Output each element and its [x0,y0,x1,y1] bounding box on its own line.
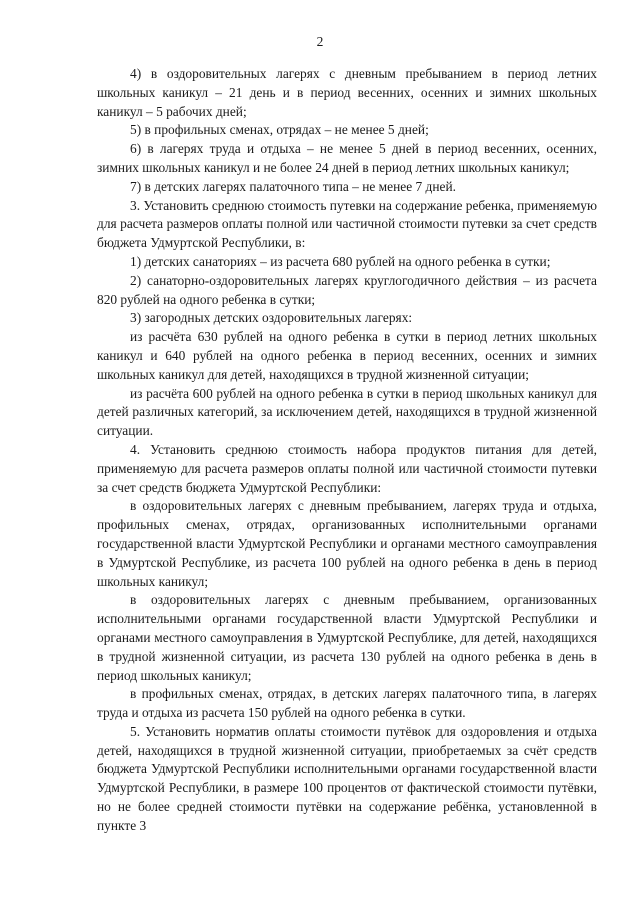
paragraph: 7) в детских лагерях палаточного типа – не менее 7 дней. [130,178,456,194]
paragraph: 1) детских санаториях – из расчета 680 рублей на одного ребенка в сутки; [130,253,551,269]
paragraph: 5. Установить норматив оплаты стоимости путёвок для оздоровления и отдыха детей, находящихся в трудной жизненной ситуации, приобретаемых за счёт средств бюджета Удмуртской Республики исполнительными органами государственной власти Удмуртской Республики, в размере 100 процентов от фактической стоимости путёвки, но не более средней стоимости путёвки на содержание ребёнка, установленной в пункте 3 [97,723,597,833]
paragraph: 6) в лагерях труда и отдыха – не менее 5 дней в период весенних, осенних, зимних школьных каникул и не более 24 дней в период летних школьных каникул; [97,141,597,175]
paragraph: 2) санаторно-оздоровительных лагерях круглогодичного действия – из расчета 820 рублей на одного ребенка в сутки; [97,272,597,307]
paragraph: 3) загородных детских оздоровительных лагерях: [130,310,413,326]
document-body [97,65,597,836]
paragraph: в оздоровительных лагерях с дневным пребыванием, организованных исполнительными органами государственной власти Удмуртской Республики и органами местного самоуправления в Удмуртской Республике, для детей, находящихся в трудной жизненной ситуации, из расчета 130 рублей на одного ребенка в день в период школьных каникул; [97,592,597,683]
paragraph: в профильных сменах, отрядах, в детских лагерях палаточного типа, в лагерях труда и отдыха из расчета 150 рублей на одного ребенка в сутки. [97,686,597,721]
paragraph: в оздоровительных лагерях с дневным пребыванием, лагерях труда и отдыха, профильных сменах, отрядах, организованных исполнительными органами государственной власти Удмуртской Республики и органами местного самоуправления в Удмуртской Республике, из расчета 100 рублей на одного ребенка в день в период школьных каникул; [97,498,597,589]
paragraph: 4) в оздоровительных лагерях с дневным пребыванием в период летних школьных каникул – 21 день и в период весенних, осенних и зимних школьных каникул – 5 рабочих дней; [97,66,597,119]
paragraph: 3. Установить среднюю стоимость путевки на содержание ребенка, применяемую для расчета размеров оплаты полной или частичной стоимости путевки за счет средств бюджета Удмуртской Республики, в: [97,197,597,251]
paragraph: 4. Установить среднюю стоимость набора продуктов питания для детей, применяемую для расчета размеров оплаты полной или частичной стоимости путевки за счет средств бюджета Удмуртской Республики: [97,441,597,495]
page-number: 2 [316,34,324,49]
paragraph: из расчёта 630 рублей на одного ребенка в сутки в период летних школьных каникул и 640 рублей на одного ребенка в период весенних, осенних и зимних школьных каникул для детей, находящихся в трудной жизненной ситуации; [97,329,597,382]
paragraph: из расчёта 600 рублей на одного ребенка в сутки в период школьных каникул для детей различных категорий, за исключением детей, находящихся в трудной жизненной ситуации. [97,385,597,439]
paragraph: 5) в профильных сменах, отрядах – не менее 5 дней; [130,122,429,138]
